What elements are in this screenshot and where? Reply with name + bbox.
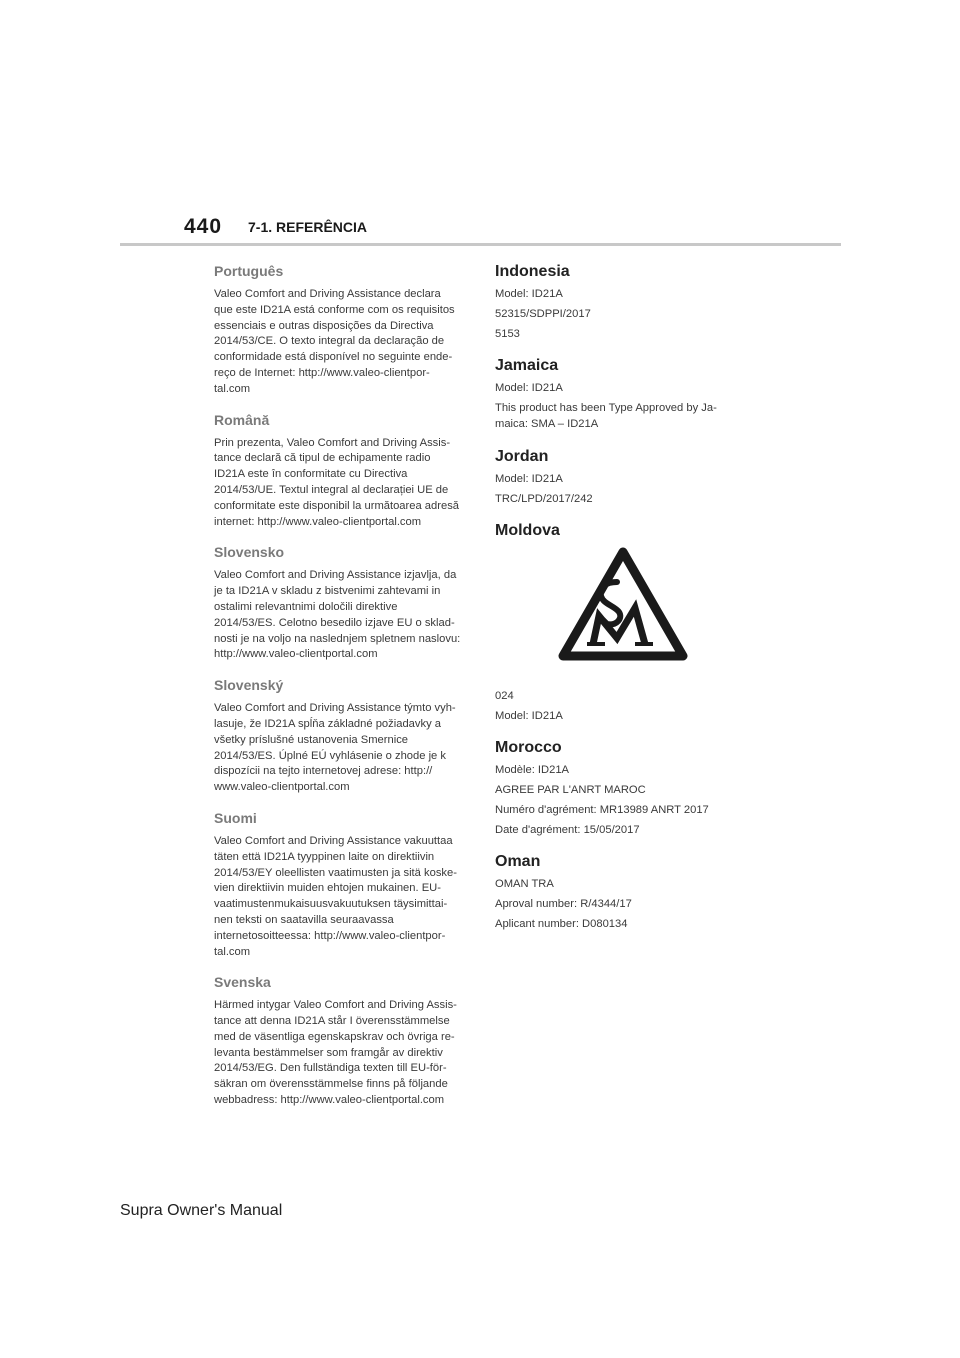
section-body — [214, 998, 470, 1109]
section-body — [214, 436, 470, 531]
section-title: Jordan — [495, 447, 549, 465]
section-oman — [495, 852, 745, 932]
section-title: Indonesia — [495, 263, 570, 280]
text-line: vaatimustenmukaisuusvakuutuksen täysimittai- — [214, 898, 448, 911]
text-line: säkran om överensstämmelse finns på följande — [214, 1078, 448, 1091]
text-line: tance declară că tipul de echipamente radio — [214, 452, 431, 465]
section-slovensky — [214, 676, 470, 796]
footer-manual-title: Supra Owner's Manual — [120, 1202, 283, 1219]
text-line: nosti je na voljo na naslednjem spletnem naslovu: — [214, 632, 461, 645]
text-line: 5153 — [495, 328, 520, 340]
text-line: Date d'agrément: 15/05/2017 — [495, 823, 640, 836]
left-column — [214, 262, 470, 1122]
section-body — [214, 701, 470, 796]
chapter-title: 7-1. REFERÊNCIA — [248, 219, 368, 235]
section-title: Morocco — [495, 738, 562, 756]
text-line: ostalimi relevantnimi določili direktive — [214, 600, 398, 613]
text-line: www.valeo-clientportal.com — [214, 781, 350, 794]
text-line: Prin prezenta, Valeo Comfort and Driving Assis- — [214, 436, 451, 449]
text-line: reço de Internet: http://www.valeo-clientpor- — [214, 366, 430, 379]
text-line: 2014/53/EY oleellisten vaatimusten ja sitä koske- — [214, 866, 457, 879]
page-number: 440 — [184, 215, 223, 238]
section-title: Jamaica — [495, 357, 559, 374]
text-line: med de väsentliga egenskapskrav och övriga re- — [214, 1030, 455, 1043]
text-line: Valeo Comfort and Driving Assistance izjavlja, da — [214, 569, 457, 582]
text-line: essenciais e outras disposições da Directiva — [214, 319, 434, 332]
text-line: je ta ID21A v skladu z bistvenimi zahtevami in — [214, 585, 441, 598]
text-line: Model: ID21A — [495, 709, 563, 722]
text-line: tal.com — [214, 382, 251, 395]
text-line: AGREE PAR L'ANRT MAROC — [495, 783, 646, 796]
text-line: OMAN TRA — [495, 877, 554, 890]
section-jamaica — [495, 356, 745, 433]
text-line: täten että ID21A tyyppinen laite on direktiivin — [214, 850, 435, 863]
text-line: maica: SMA – ID21A — [495, 417, 599, 430]
text-line: všetky príslušné ustanovenia Smernice — [214, 733, 409, 746]
text-line: lasuje, že ID21A spĺňa základné požiadavky a — [214, 717, 441, 730]
header-divider — [120, 243, 841, 246]
text-line: Modèle: ID21A — [495, 763, 570, 776]
text-line: Numéro d'agrément: MR13989 ANRT 2017 — [495, 803, 709, 816]
text-line: 024 — [495, 689, 514, 702]
section-title: Slovenský — [214, 677, 284, 694]
text-line: 2014/53/CE. O texto integral da declaração de — [214, 335, 445, 348]
section-title: Moldova — [495, 521, 560, 539]
text-line: tal.com — [214, 945, 251, 958]
text-line: conformidade está disponível no seguinte ende- — [214, 351, 453, 364]
text-line: Aplicant number: D080134 — [495, 917, 628, 930]
section-jordan — [495, 447, 745, 507]
text-line: 2014/53/UE. Textul integral al declarației UE de — [214, 483, 449, 496]
text-line: Model: ID21A — [495, 382, 563, 394]
text-line: http://www.valeo-clientportal.com — [214, 648, 378, 661]
text-line: Aproval number: R/4344/17 — [495, 897, 632, 910]
section-romana — [214, 411, 470, 531]
sm-certification-logo — [495, 546, 745, 671]
text-line: 2014/53/ES. Úplné EÚ vyhlásenie o zhode je k — [214, 749, 446, 762]
section-title: Português — [214, 263, 284, 279]
section-title: Oman — [495, 852, 541, 870]
text-line: Valeo Comfort and Driving Assistance týmto vyh- — [214, 702, 456, 715]
text-line: TRC/LPD/2017/242 — [495, 492, 593, 505]
text-line: nen teksti on saatavilla seuraavassa — [214, 913, 394, 926]
text-line: tance att denna ID21A står I överensstämmelse — [214, 1015, 450, 1028]
section-title: Svenska — [214, 974, 271, 991]
text-line: This product has been Type Approved by Ja- — [495, 402, 717, 414]
text-line: ID21A este în conformitate cu Directiva — [214, 468, 408, 481]
section-moldova — [495, 521, 745, 724]
text-line: conformitate este disponibil la următoarea adresă — [214, 499, 460, 512]
right-column — [495, 262, 745, 946]
section-portugues — [214, 262, 470, 398]
section-suomi — [214, 809, 470, 960]
text-line: internetosoitteessa: http://www.valeo-clientpor- — [214, 929, 446, 942]
sm-logo-icon — [557, 546, 689, 664]
section-title: Slovensko — [214, 544, 285, 561]
section-body — [214, 834, 470, 960]
section-body — [214, 568, 470, 663]
text-line: que este ID21A está conforme com os requisitos — [214, 303, 455, 316]
text-line: 2014/53/ES. Celotno besedilo izjave EU o sklad- — [214, 616, 455, 629]
section-title: Suomi — [214, 809, 257, 826]
text-line: internet: http://www.valeo-clientportal.com — [214, 515, 422, 528]
text-line: Valeo Comfort and Driving Assistance vakuuttaa — [214, 834, 453, 847]
text-line: vien direktiivin muiden ehtojen mukainen. EU- — [214, 882, 441, 895]
section-body — [214, 287, 470, 398]
text-line: Valeo Comfort and Driving Assistance declara — [214, 288, 441, 300]
text-line: webbadress: http://www.valeo-clientportal.com — [214, 1094, 445, 1107]
text-line: Härmed intygar Valeo Comfort and Driving Assis- — [214, 999, 457, 1012]
text-line: Model: ID21A — [495, 472, 563, 485]
text-line: dispozícii na tejto internetovej adrese: http:// — [214, 765, 433, 778]
section-body — [495, 401, 745, 433]
section-slovensko — [214, 543, 470, 663]
section-title: Română — [214, 411, 270, 428]
section-indonesia — [495, 262, 745, 342]
section-morocco — [495, 738, 745, 838]
text-line: Model: ID21A — [495, 288, 563, 300]
section-svenska — [214, 973, 470, 1109]
text-line: 52315/SDPPI/2017 — [495, 308, 591, 320]
text-line: levanta bestämmelser som framgår av direktiv — [214, 1046, 443, 1059]
text-line: 2014/53/EG. Den fullständiga texten till EU-för- — [214, 1062, 447, 1075]
